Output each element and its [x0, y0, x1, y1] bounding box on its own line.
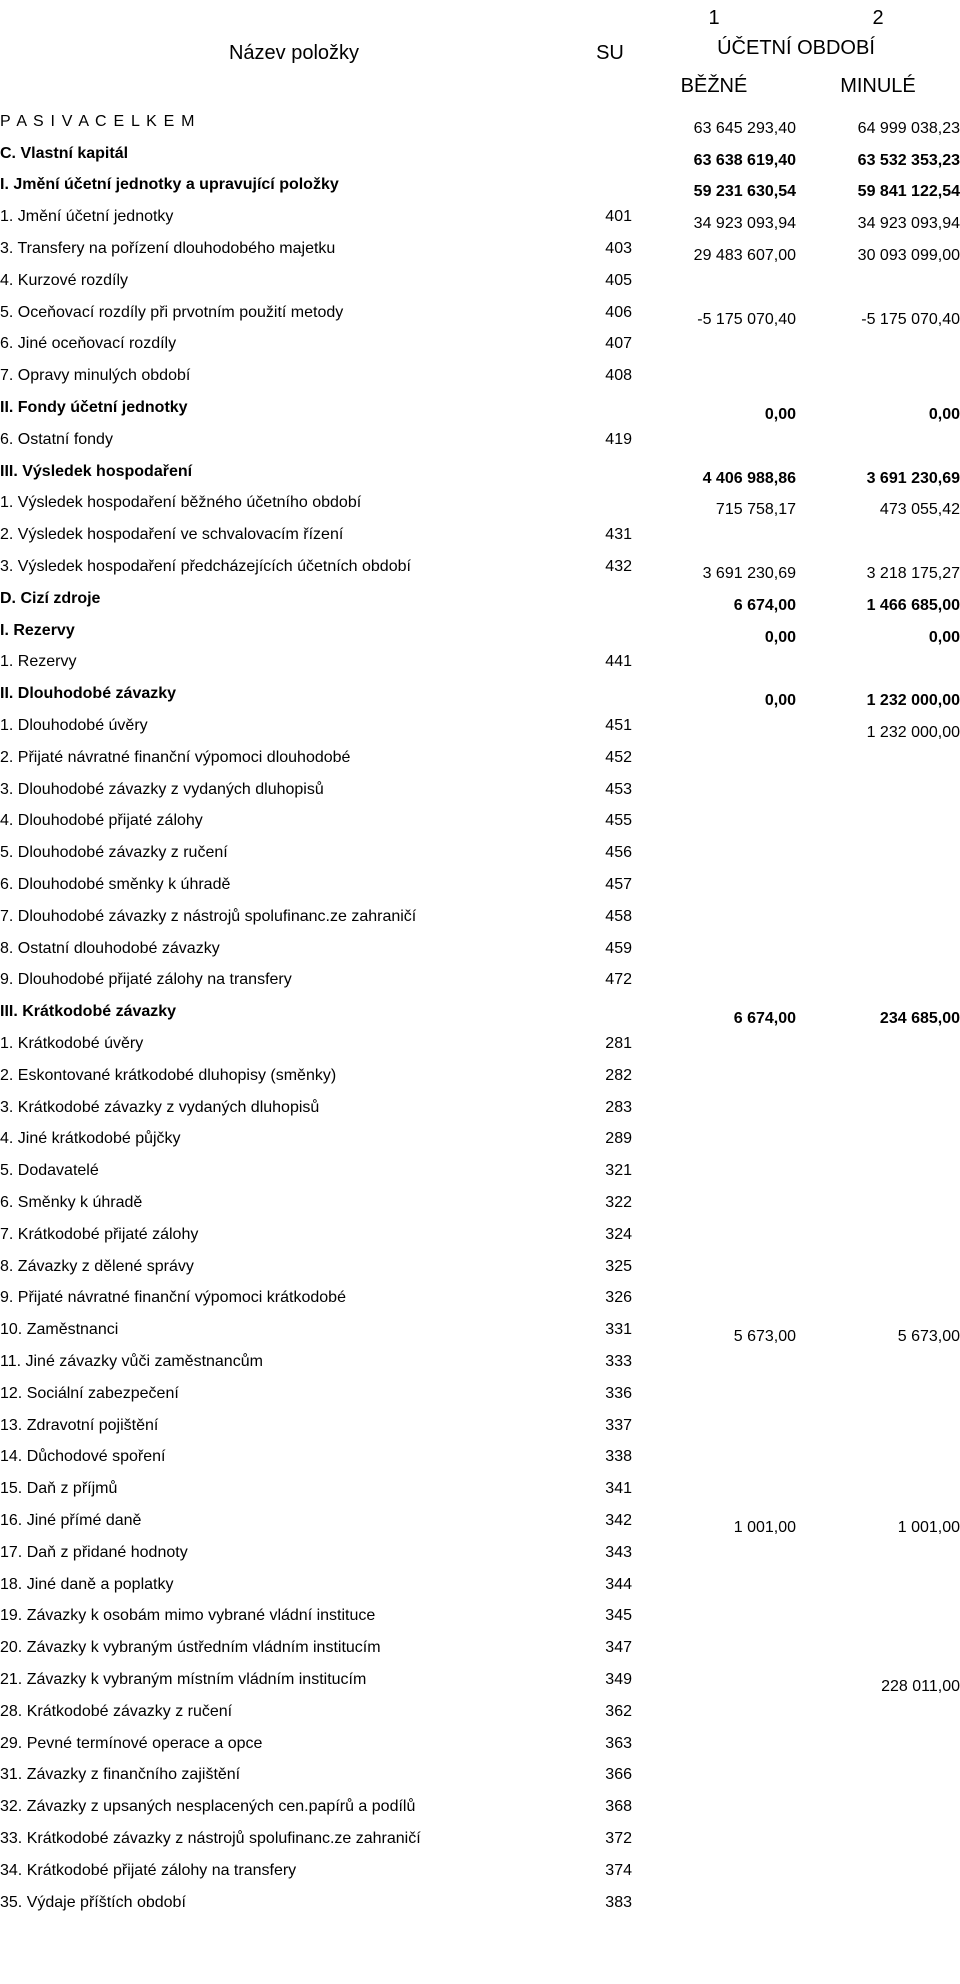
row-su-code: 457 [605, 876, 632, 894]
row-su-code: 432 [605, 558, 632, 576]
row-previous-value [796, 933, 960, 965]
row-name: 14. Důchodové spoření [0, 1448, 166, 1466]
row-previous-value [796, 1696, 960, 1728]
row-name: 1. Krátkodobé úvěry [0, 1035, 144, 1052]
table-row [0, 933, 960, 965]
row-current-value: 4 406 988,86 [702, 469, 796, 487]
table-row [0, 774, 960, 806]
table-row [0, 1759, 960, 1791]
row-previous-value: 3 218 175,27 [866, 564, 960, 582]
row-previous-value [796, 1537, 960, 1569]
row-su-code: 441 [605, 653, 632, 671]
table-row [0, 996, 960, 1028]
row-su-code: 322 [605, 1193, 632, 1211]
table-row [0, 1600, 960, 1632]
table-row [0, 201, 960, 233]
row-previous-value [796, 1155, 960, 1187]
row-su-code: 337 [605, 1416, 632, 1434]
row-su-code: 406 [605, 303, 632, 321]
row-previous-value: 3 691 230,69 [866, 469, 960, 487]
row-current-value: 6 674,00 [733, 1010, 796, 1028]
table-row [0, 1124, 960, 1156]
row-current-value [632, 1791, 796, 1823]
row-name: 5. Oceňovací rozdíly při prvotním použití metody [0, 303, 344, 321]
row-name: 34. Krátkodobé přijaté zálohy na transfery [0, 1861, 297, 1879]
row-su-code: 347 [605, 1639, 632, 1657]
row-su-code: 281 [605, 1035, 632, 1052]
row-previous-value [796, 1632, 960, 1664]
row-previous-value: 59 841 122,54 [857, 183, 960, 201]
row-su-code: 374 [605, 1861, 632, 1879]
row-previous-value [796, 1473, 960, 1505]
row-current-value [632, 1410, 796, 1442]
row-current-value [632, 1823, 796, 1855]
row-name: 10. Zaměstnanci [0, 1321, 119, 1339]
table-row [0, 1728, 960, 1760]
row-previous-value [796, 1378, 960, 1410]
table-row [0, 1314, 960, 1346]
row-current-value: 3 691 230,69 [702, 564, 796, 582]
row-previous-value: 63 532 353,23 [857, 151, 960, 169]
row-name: III. Krátkodobé závazky [0, 1003, 177, 1021]
row-previous-value [796, 1823, 960, 1855]
table-row [0, 1441, 960, 1473]
row-su-code: 401 [605, 208, 632, 226]
row-su-code: 349 [605, 1670, 632, 1688]
row-name: 15. Daň z příjmů [0, 1480, 118, 1498]
table-row [0, 1410, 960, 1442]
row-current-value [632, 837, 796, 869]
row-previous-value: 234 685,00 [879, 1010, 960, 1028]
row-previous-value: 0,00 [928, 405, 960, 423]
row-name: 4. Jiné krátkodobé půjčky [0, 1130, 181, 1148]
table-row [0, 1060, 960, 1092]
row-su-code: 282 [605, 1066, 632, 1084]
row-previous-value: 5 673,00 [897, 1328, 960, 1346]
table-row [0, 138, 960, 170]
row-current-value [632, 1728, 796, 1760]
row-su-code [588, 456, 632, 488]
row-su-code: 452 [605, 748, 632, 766]
row-name: 32. Závazky z upsaných nesplacených cen.papírů a podílů [0, 1798, 416, 1816]
table-row [0, 1187, 960, 1219]
row-previous-value [796, 1410, 960, 1442]
row-previous-value: 228 011,00 [881, 1677, 960, 1695]
row-current-value [632, 1155, 796, 1187]
row-previous-value [796, 1187, 960, 1219]
row-su-code: 459 [605, 939, 632, 957]
row-name: II. Dlouhodobé závazky [0, 685, 177, 703]
table-row [0, 837, 960, 869]
table-row [0, 1282, 960, 1314]
period-header: ÚČETNÍ OBDOBÍ [717, 36, 875, 59]
table-row [0, 106, 960, 138]
row-current-value [632, 1759, 796, 1791]
row-su-code: 419 [605, 430, 632, 448]
table-row [0, 551, 960, 583]
table-row [0, 456, 960, 488]
row-su-code [588, 106, 632, 138]
table-row [0, 1505, 960, 1537]
row-name: 18. Jiné daně a poplatky [0, 1575, 174, 1593]
table-row [0, 710, 960, 742]
table-row [0, 519, 960, 551]
row-previous-value: 64 999 038,23 [857, 119, 960, 137]
row-name: 2. Eskontované krátkodobé dluhopisy (směnky) [0, 1066, 337, 1084]
row-current-value [632, 1569, 796, 1601]
row-su-code: 342 [605, 1511, 632, 1529]
table-row [0, 1632, 960, 1664]
row-previous-value [796, 1569, 960, 1601]
row-name: 5. Dodavatelé [0, 1162, 99, 1180]
row-current-value [632, 1124, 796, 1156]
table-row [0, 1569, 960, 1601]
row-current-value [632, 1600, 796, 1632]
row-previous-value [796, 1060, 960, 1092]
row-current-value [632, 1378, 796, 1410]
row-su-code: 366 [605, 1766, 632, 1784]
row-su-code: 472 [605, 971, 632, 989]
row-current-value [632, 1887, 796, 1919]
table-row [0, 1251, 960, 1283]
table-row [0, 265, 960, 297]
row-previous-value [796, 647, 960, 679]
row-current-value [632, 1537, 796, 1569]
row-current-value: 0,00 [764, 692, 796, 710]
row-su-code: 333 [605, 1352, 632, 1370]
row-su-code: 451 [605, 717, 632, 735]
row-current-value [632, 1028, 796, 1060]
row-previous-value [796, 869, 960, 901]
column-header-current: BĚŽNÉ [680, 74, 748, 97]
table-row [0, 806, 960, 838]
row-su-code: 456 [605, 844, 632, 862]
table-row [0, 1855, 960, 1887]
row-su-code: 383 [605, 1893, 632, 1911]
row-name: 31. Závazky z finančního zajištění [0, 1766, 241, 1784]
table-row [0, 170, 960, 202]
row-su-code: 345 [605, 1607, 632, 1625]
table-row [0, 1664, 960, 1696]
row-name: 2. Výsledek hospodaření ve schvalovacím řízení [0, 526, 344, 544]
row-su-code [588, 488, 632, 520]
row-previous-value [796, 837, 960, 869]
row-current-value [632, 806, 796, 838]
row-current-value [632, 742, 796, 774]
row-name: 1. Výsledek hospodaření běžného účetního období [0, 494, 362, 512]
table-row [0, 901, 960, 933]
row-su-code: 455 [605, 812, 632, 830]
row-current-value: 715 758,17 [715, 501, 796, 519]
row-su-code: 283 [605, 1098, 632, 1116]
row-name: 9. Dlouhodobé přijaté zálohy na transfery [0, 971, 292, 989]
table-row [0, 488, 960, 520]
row-su-code: 363 [605, 1734, 632, 1752]
column-header-name: Název položky [228, 41, 360, 64]
row-su-code: 331 [605, 1321, 632, 1339]
table-row [0, 424, 960, 456]
row-su-code [588, 996, 632, 1028]
table-row [0, 742, 960, 774]
row-current-value: 34 923 093,94 [693, 215, 796, 233]
row-previous-value [796, 1124, 960, 1156]
row-current-value [632, 1251, 796, 1283]
row-name: 3. Výsledek hospodaření předcházejících účetních období [0, 558, 411, 576]
row-name: 6. Jiné oceňovací rozdíly [0, 335, 177, 353]
row-current-value [632, 1187, 796, 1219]
table-row [0, 1219, 960, 1251]
row-name: 7. Krátkodobé přijaté zálohy [0, 1225, 199, 1243]
column-header-previous: MINULÉ [840, 74, 916, 97]
table-row [0, 1092, 960, 1124]
row-previous-value [796, 1028, 960, 1060]
row-name: II. Fondy účetní jednotky [0, 399, 188, 417]
row-name: 7. Opravy minulých období [0, 367, 191, 385]
row-previous-value [796, 1346, 960, 1378]
row-previous-value [796, 1887, 960, 1919]
row-previous-value [796, 1791, 960, 1823]
row-su-code: 324 [605, 1225, 632, 1243]
table-row [0, 1696, 960, 1728]
table-row [0, 297, 960, 329]
table-row [0, 329, 960, 361]
row-previous-value [796, 1600, 960, 1632]
row-su-code: 343 [605, 1543, 632, 1561]
row-su-code: 408 [605, 367, 632, 385]
table-row [0, 1823, 960, 1855]
row-su-code: 453 [605, 780, 632, 798]
row-current-value [632, 1696, 796, 1728]
row-name: III. Výsledek hospodaření [0, 462, 193, 480]
row-current-value: 0,00 [764, 405, 796, 423]
row-previous-value: 1 466 685,00 [866, 596, 960, 614]
row-name: 3. Dlouhodobé závazky z vydaných dluhopisů [0, 780, 324, 798]
row-name: 12. Sociální zabezpečení [0, 1384, 179, 1402]
column-number-1: 1 [708, 7, 720, 29]
row-current-value: 59 231 630,54 [693, 183, 796, 201]
row-previous-value [796, 519, 960, 551]
row-name: 20. Závazky k vybraným ústředním vládním institucím [0, 1639, 381, 1657]
row-current-value [632, 519, 796, 551]
table-row [0, 233, 960, 265]
row-current-value: 63 638 619,40 [693, 151, 796, 169]
row-name: 2. Přijaté návratné finanční výpomoci dlouhodobé [0, 748, 351, 766]
row-current-value: -5 175 070,40 [697, 310, 796, 328]
row-previous-value: -5 175 070,40 [861, 310, 960, 328]
row-su-code: 289 [605, 1130, 632, 1148]
row-current-value: 5 673,00 [733, 1328, 796, 1346]
row-name: 1. Dlouhodobé úvěry [0, 717, 148, 735]
row-previous-value [796, 1728, 960, 1760]
row-su-code: 403 [605, 240, 632, 258]
row-previous-value: 1 232 000,00 [866, 723, 960, 741]
row-previous-value [796, 774, 960, 806]
row-name: 3. Transfery na pořízení dlouhodobého majetku [0, 240, 336, 258]
row-name: 21. Závazky k vybraným místním vládním institucím [0, 1670, 367, 1688]
row-name: D. Cizí zdroje [0, 589, 101, 607]
row-previous-value: 30 093 099,00 [857, 246, 960, 264]
row-su-code: 344 [605, 1575, 632, 1593]
table-row [0, 392, 960, 424]
table-row [0, 615, 960, 647]
row-su-code: 407 [605, 335, 632, 353]
row-previous-value [796, 329, 960, 361]
row-su-code: 405 [605, 271, 632, 289]
table-row [0, 869, 960, 901]
row-current-value [632, 901, 796, 933]
row-su-code: 326 [605, 1289, 632, 1307]
row-name: I. Rezervy [0, 621, 75, 639]
column-header-su: SU [596, 41, 624, 64]
row-name: 6. Ostatní fondy [0, 430, 113, 448]
row-previous-value: 0,00 [928, 628, 960, 646]
row-previous-value [796, 1251, 960, 1283]
row-name: 11. Jiné závazky vůči zaměstnancům [0, 1352, 263, 1370]
row-previous-value: 34 923 093,94 [857, 215, 960, 233]
table-row [0, 360, 960, 392]
row-su-code: 362 [605, 1702, 632, 1720]
row-su-code [588, 583, 632, 615]
row-name: 4. Dlouhodobé přijaté zálohy [0, 812, 203, 830]
row-current-value [632, 360, 796, 392]
row-current-value [632, 647, 796, 679]
row-current-value: 0,00 [764, 628, 796, 646]
row-su-code: 372 [605, 1829, 632, 1847]
row-previous-value: 1 232 000,00 [866, 692, 960, 710]
row-su-code: 458 [605, 907, 632, 925]
row-current-value [632, 424, 796, 456]
row-name: P A S I V A C E L K E M [0, 112, 196, 130]
row-current-value: 1 001,00 [733, 1518, 796, 1536]
table-row [0, 678, 960, 710]
row-previous-value [796, 265, 960, 297]
row-name: 19. Závazky k osobám mimo vybrané vládní instituce [0, 1607, 376, 1625]
row-su-code [588, 392, 632, 424]
row-previous-value [796, 965, 960, 997]
row-current-value [632, 1282, 796, 1314]
row-previous-value [796, 1282, 960, 1314]
table-row [0, 1887, 960, 1919]
row-su-code [588, 138, 632, 170]
row-previous-value [796, 1092, 960, 1124]
table-row [0, 1028, 960, 1060]
row-su-code [588, 170, 632, 202]
row-name: C. Vlastní kapitál [0, 144, 129, 162]
row-current-value [632, 1092, 796, 1124]
row-previous-value [796, 1855, 960, 1887]
table-row [0, 1155, 960, 1187]
table-row [0, 1791, 960, 1823]
row-su-code [588, 615, 632, 647]
row-previous-value: 473 055,42 [879, 501, 960, 519]
row-name: 8. Závazky z dělené správy [0, 1257, 194, 1275]
row-name: 1. Jmění účetní jednotky [0, 208, 174, 226]
row-name: 13. Zdravotní pojištění [0, 1416, 159, 1434]
row-current-value [632, 1473, 796, 1505]
row-su-code [588, 678, 632, 710]
table-row [0, 1346, 960, 1378]
row-previous-value [796, 742, 960, 774]
row-current-value: 6 674,00 [733, 596, 796, 614]
row-previous-value [796, 806, 960, 838]
row-current-value [632, 933, 796, 965]
row-previous-value [796, 1759, 960, 1791]
row-name: 4. Kurzové rozdíly [0, 271, 129, 289]
row-current-value [632, 1664, 796, 1696]
row-su-code: 341 [605, 1480, 632, 1498]
row-current-value [632, 1219, 796, 1251]
row-name: 6. Směnky k úhradě [0, 1193, 143, 1211]
row-current-value: 29 483 607,00 [693, 246, 796, 264]
row-current-value [632, 1441, 796, 1473]
table-row [0, 965, 960, 997]
table-row [0, 1378, 960, 1410]
row-name: 9. Přijaté návratné finanční výpomoci krátkodobé [0, 1289, 346, 1307]
column-number-2: 2 [872, 7, 884, 29]
table-row [0, 583, 960, 615]
row-su-code: 368 [605, 1798, 632, 1816]
row-current-value [632, 265, 796, 297]
row-current-value [632, 329, 796, 361]
row-name: 6. Dlouhodobé směnky k úhradě [0, 876, 231, 894]
table-row [0, 1537, 960, 1569]
table-row [0, 1473, 960, 1505]
row-su-code: 321 [605, 1162, 632, 1180]
row-name: 17. Daň z přidané hodnoty [0, 1543, 188, 1561]
row-name: 33. Krátkodobé závazky z nástrojů spolufinanc.ze zahraničí [0, 1829, 421, 1847]
row-su-code: 336 [605, 1384, 632, 1402]
row-current-value [632, 1346, 796, 1378]
row-current-value: 63 645 293,40 [693, 119, 796, 137]
row-previous-value [796, 424, 960, 456]
table-row [0, 647, 960, 679]
row-current-value [632, 965, 796, 997]
row-previous-value [796, 901, 960, 933]
row-current-value [632, 1855, 796, 1887]
row-previous-value [796, 1219, 960, 1251]
row-name: 1. Rezervy [0, 653, 77, 671]
row-name: 5. Dlouhodobé závazky z ručení [0, 844, 228, 862]
row-su-code: 325 [605, 1257, 632, 1275]
row-su-code: 431 [605, 526, 632, 544]
row-current-value [632, 869, 796, 901]
row-name: I. Jmění účetní jednotky a upravující položky [0, 176, 339, 194]
row-name: 7. Dlouhodobé závazky z nástrojů spolufinanc.ze zahraničí [0, 907, 417, 925]
row-su-code: 338 [605, 1448, 632, 1466]
row-name: 8. Ostatní dlouhodobé závazky [0, 939, 220, 957]
row-previous-value [796, 1441, 960, 1473]
row-name: 29. Pevné termínové operace a opce [0, 1734, 263, 1752]
row-name: 28. Krátkodobé závazky z ručení [0, 1702, 233, 1720]
row-current-value [632, 1060, 796, 1092]
table-body [0, 106, 960, 1918]
row-current-value [632, 1632, 796, 1664]
row-previous-value [796, 360, 960, 392]
table-header [0, 0, 960, 106]
row-name: 35. Výdaje příštích období [0, 1893, 186, 1911]
row-current-value [632, 710, 796, 742]
row-previous-value: 1 001,00 [897, 1518, 960, 1536]
row-name: 3. Krátkodobé závazky z vydaných dluhopisů [0, 1098, 320, 1116]
row-current-value [632, 774, 796, 806]
row-name: 16. Jiné přímé daně [0, 1511, 142, 1529]
